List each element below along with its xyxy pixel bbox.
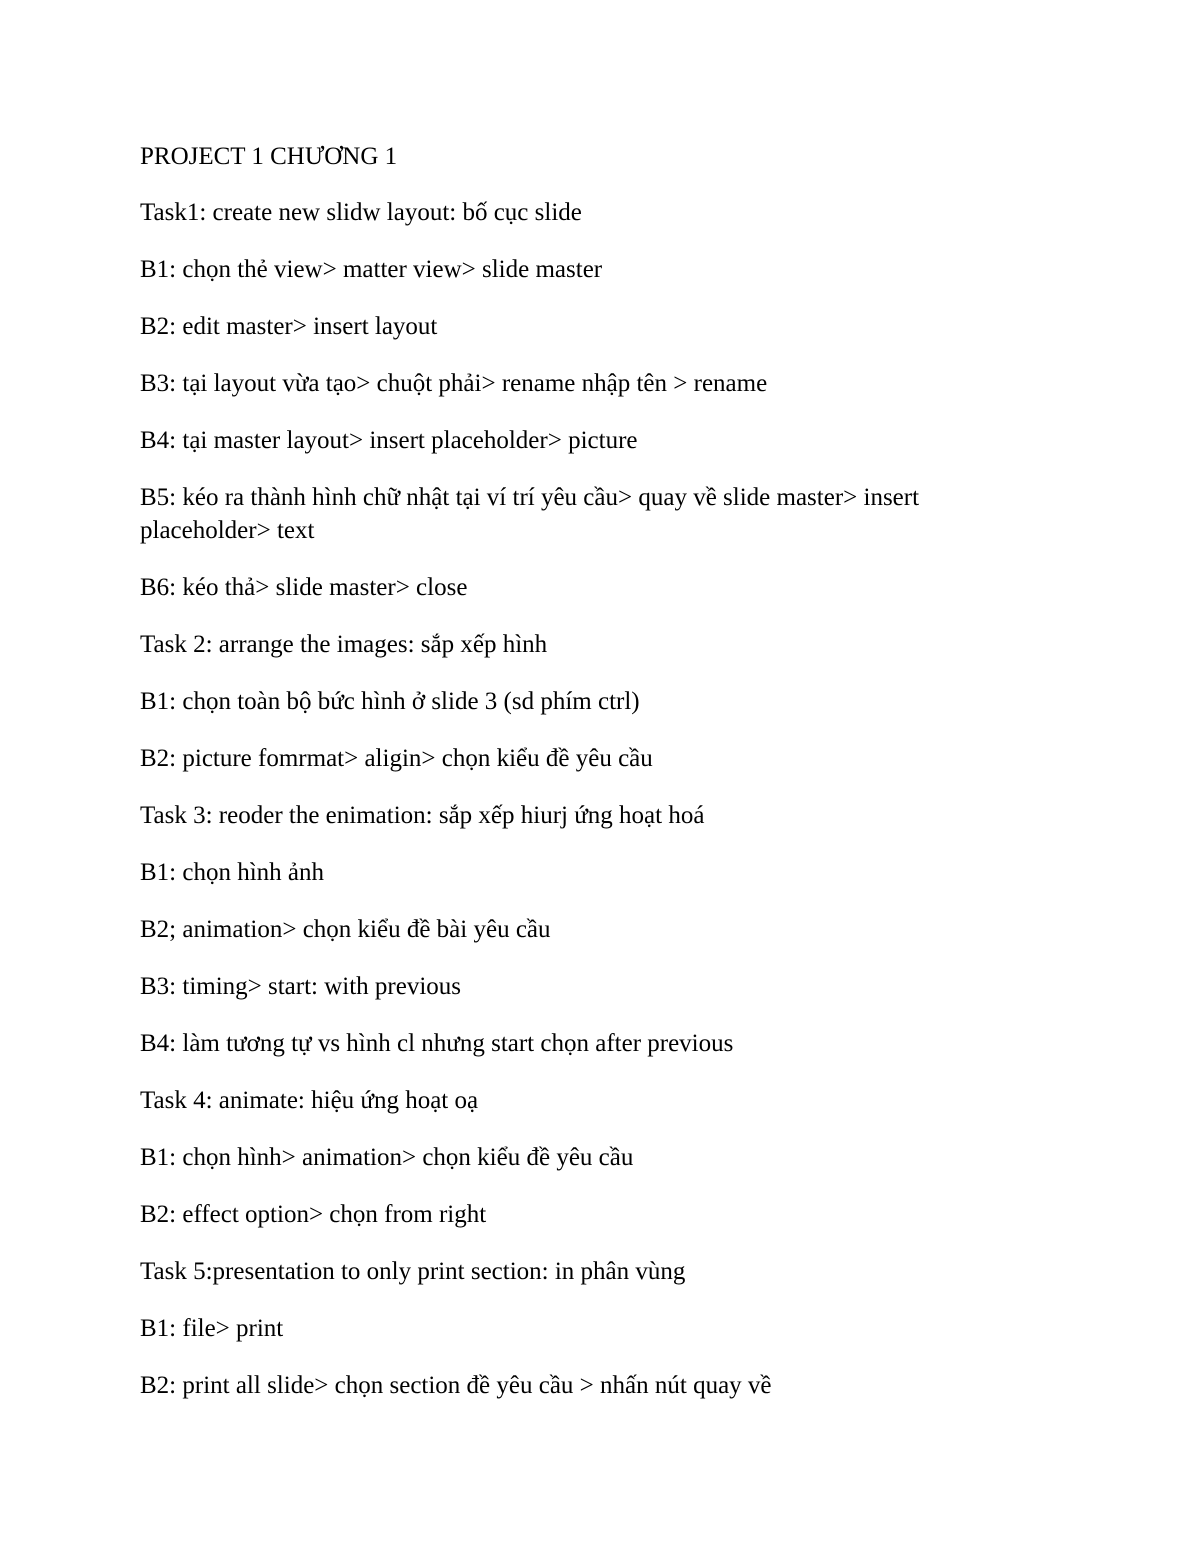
task-3-step-1: B1: chọn hình ảnh [140,859,325,886]
task-1-step-6: B6: kéo thả> slide master> close [140,574,468,601]
document-body [140,140,1040,1426]
task-2-step-1: B1: chọn toàn bộ bức hình ở slide 3 (sd phím ctrl) [140,688,640,715]
task-1-heading: Task1: create new slidw layout: bố cục slide [140,199,582,226]
task-5-step-2: B2: print all slide> chọn section đề yêu cầu > nhấn nút quay về [140,1372,772,1399]
task-1-step-4: B4: tại master layout> insert placeholder> picture [140,427,638,454]
task-3-step-2: B2; animation> chọn kiểu đề bài yêu cầu [140,916,551,943]
task-3-step-4: B4: làm tương tự vs hình cl nhưng start chọn after previous [140,1030,734,1057]
task-3-heading: Task 3: reoder the enimation: sắp xếp hiurj ứng hoạt hoá [140,802,705,829]
task-4-step-1: B1: chọn hình> animation> chọn kiểu đề yêu cầu [140,1144,634,1171]
task-1-step-1: B1: chọn thẻ view> matter view> slide master [140,256,603,283]
task-2-step-2: B2: picture fomrmat> aligin> chọn kiểu đề yêu cầu [140,745,653,772]
document-title: PROJECT 1 CHƯƠNG 1 [140,143,398,170]
task-1-step-3: B3: tại layout vừa tạo> chuột phải> rename nhập tên > rename [140,370,768,397]
task-1-step-2: B2: edit master> insert layout [140,313,438,340]
task-3-step-3: B3: timing> start: with previous [140,973,462,1000]
task-4-heading: Task 4: animate: hiệu ứng hoạt oạ [140,1087,479,1114]
task-2-heading: Task 2: arrange the images: sắp xếp hình [140,631,548,658]
task-5-heading: Task 5:presentation to only print section: in phân vùng [140,1258,686,1285]
task-1-step-5: B5: kéo ra thành hình chữ nhật tại ví trí yêu cầu> quay về slide master> insert placeholder> text [140,484,920,544]
task-5-step-1: B1: file> print [140,1315,284,1342]
task-4-step-2: B2: effect option> chọn from right [140,1201,487,1228]
